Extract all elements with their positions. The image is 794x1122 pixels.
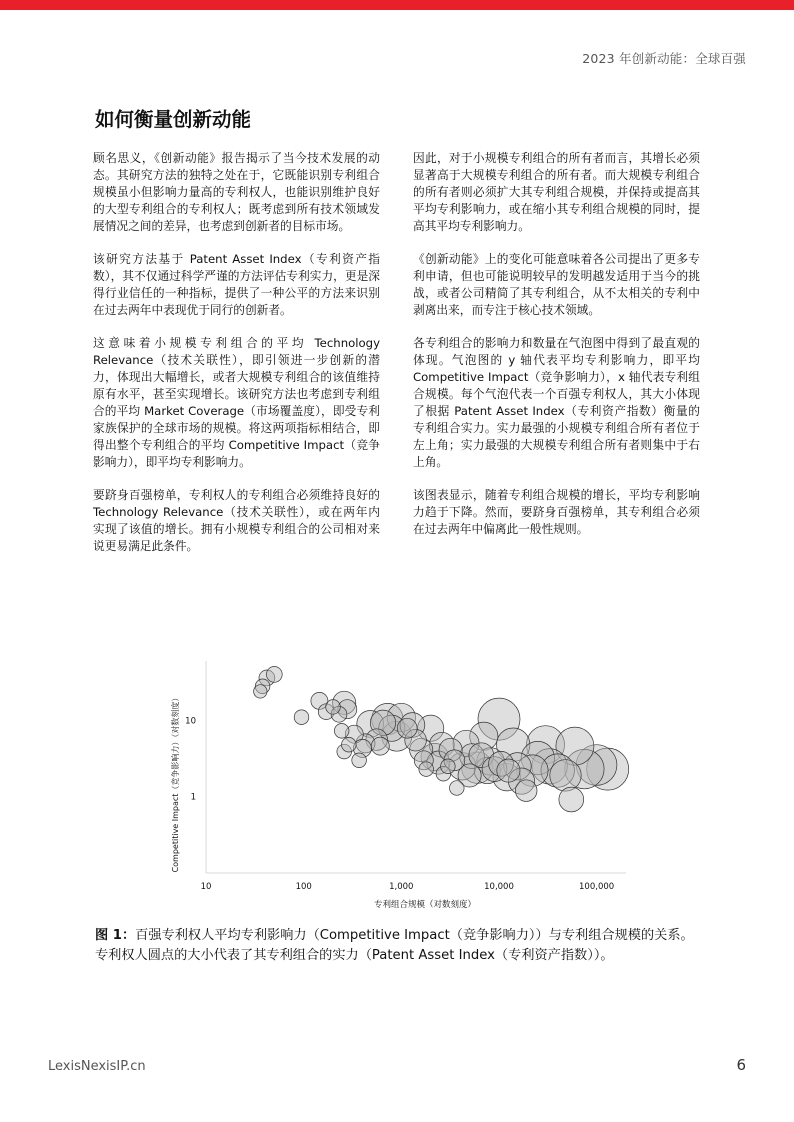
y-tick-labels (185, 716, 196, 802)
bubble-38 (441, 759, 456, 774)
bubble-15 (342, 737, 357, 752)
bubble-4 (254, 685, 267, 698)
y-tick-label: 10 (185, 716, 196, 727)
figure-caption (95, 926, 695, 966)
paragraph: 这意味着小规模专利组合的平均 Technology Relevance（技术关联性），即引领进一步创新的潜力，体现出大幅增长，或者大规模专利组合的该值维持原有水平，甚至实现增长。该研究方法也考虑到专利组合的平均 Market Coverage（市场覆盖度），即受专利家族保护的全球市场的规模。将这两项指标相结合，即得出整个专利组合的平均 Competitive Impact（竞争影响力），即平均专利影响力。 (93, 336, 380, 469)
paragraph: 顾名思义，《创新动能》报告揭示了当今技术发展的动态。其研究方法的独特之处在于，它既能识别专利组合规模虽小但影响力量高的专利权人，也能识别维护良好的大型专利组合的专利权人；既考虑到所有技术领域发展情况之间的差异，也考虑到创新者的目标市场。 (93, 151, 380, 233)
bubble-12 (334, 724, 349, 739)
caption-label: 图 1： (95, 928, 136, 943)
bubble-66 (559, 787, 584, 812)
bubble-chart (160, 655, 630, 917)
paragraph: 各专利组合的影响力和数量在气泡图中得到了最直观的体现。气泡图的 y 轴代表平均专利影响力，即平均 Competitive Impact（竞争影响力），x 轴代表专利组合规模。每个气泡代表一个百强专利权人，其大小体现了根据 Patent Asset Index（专利资产指数）衡量的专利组合实力。实力最强的小规模专利组合所有者位于左上角；实力最强的大规模专利组合所有者则集中于右上角。 (413, 336, 700, 469)
bubble-55 (497, 759, 520, 782)
x-tick-label: 100 (295, 882, 312, 892)
x-tick-labels (201, 882, 615, 892)
paragraph: 因此，对于小规模专利组合的所有者而言，其增长必须显著高于大规模专利组合的所有者。而大规模专利组合的所有者则必须扩大其专利组合规模，并保持或提高其平均专利影响力，或在缩小其专利组合规模的同时，提高其平均专利影响力。 (413, 151, 700, 233)
bubble-chart-figure (160, 655, 630, 917)
bubble-65 (550, 760, 581, 791)
page-title: 如何衡量创新动能 (95, 108, 252, 131)
left-column (93, 150, 380, 571)
x-tick-label: 10,000 (484, 882, 514, 892)
bubble-8 (326, 700, 341, 715)
paragraph: 该图表显示，随着专利组合规模的增长，平均专利影响力趋于下降。然而，要跻身百强榜单，其专利组合必须在过去两年中偏离此一般性规则。 (413, 488, 700, 536)
bubble-27 (397, 718, 417, 738)
footer-site: LexisNexisIP.cn (48, 1059, 146, 1074)
x-tick-label: 1,000 (389, 882, 414, 892)
y-axis-label: Competitive Impact（竞争影响力）（对数刻度） (171, 693, 180, 873)
right-column (413, 150, 700, 554)
paragraph: 《创新动能》上的变化可能意味着各公司提出了更多专利申请，但也可能说明较早的发明越发适用于当今的挑战，或者公司精简了其专利组合，从不太相关的专利中剥离出来，而专注于核心技术领域。 (413, 252, 700, 317)
bubble-5 (294, 710, 309, 725)
bubble-16 (352, 753, 367, 768)
bubble-41 (450, 781, 465, 796)
paragraph: 该研究方法基于 Patent Asset Index（专利资产指数），其不仅通过科学严谨的方法评估专利实力，更是深得行业信任的一种指标，提供了一种公平的方法来识别在过去两年中表现优于同行的创新者。 (93, 252, 380, 317)
caption-text: 百强专利权人平均专利影响力（Competitive Impact（竞争影响力））与专利组合规模的关系。专利权人圆点的大小代表了其专利组合的实力（Patent Asset Index（专利资产指数））。 (95, 928, 694, 963)
y-tick-label: 1 (190, 792, 196, 803)
x-tick-label: 10 (200, 882, 212, 892)
paragraph: 要跻身百强榜单，专利权人的专利组合必须维持良好的 Technology Relevance（技术关联性），或在两年内实现了该值的增长。拥有小规模专利组合的公司相对来说更易满足此条件。 (93, 488, 380, 553)
bubble-59 (515, 780, 537, 802)
bubble-21 (371, 737, 389, 755)
running-header: 2023 年创新动能：全球百强 (582, 51, 746, 66)
x-axis-label: 专利组合规模（对数刻度） (373, 900, 477, 910)
bubble-32 (419, 762, 434, 777)
bubble-3 (266, 667, 282, 683)
bubble-layer (254, 667, 629, 812)
page-number: 6 (736, 1056, 746, 1074)
top-accent-bar (0, 0, 794, 10)
x-tick-label: 100,000 (579, 882, 615, 892)
